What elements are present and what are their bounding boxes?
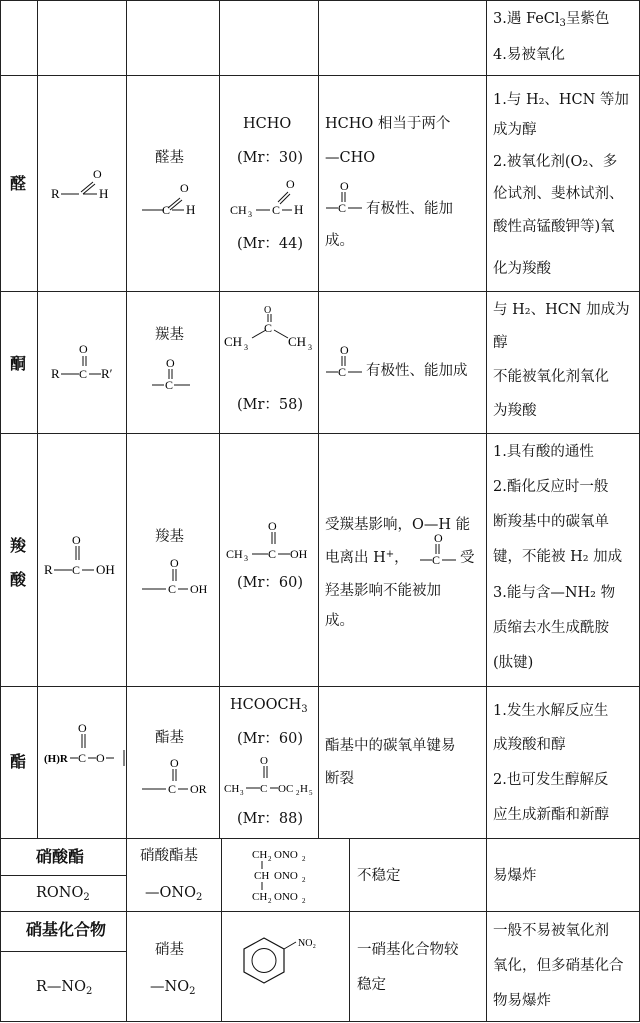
ester-example-mr2: (Mr：88) bbox=[237, 811, 304, 827]
aldehyde-prop-1: 1.与 H₂、HCN 等加 bbox=[493, 92, 629, 108]
nitrate-group-name: 硝酸酯基 bbox=[140, 848, 198, 864]
svg-text:O: O bbox=[170, 556, 179, 570]
svg-text:ONO: ONO bbox=[274, 870, 298, 882]
acid-prop-2: 2.酯化反应时一般 bbox=[493, 479, 609, 495]
acid-structure-line4: 成。 bbox=[325, 613, 354, 629]
svg-text:C: C bbox=[79, 367, 88, 381]
nitrate-class: 硝酸酯 bbox=[36, 847, 85, 866]
svg-text:R: R bbox=[51, 366, 60, 381]
aldehyde-prop-6: 化为羧酸 bbox=[493, 261, 551, 277]
aldehyde-structure-line2: —CHO bbox=[325, 150, 376, 166]
nitro-prop-2: 氧化，但多硝基化合 bbox=[493, 958, 624, 974]
aldehyde-group-structure bbox=[140, 172, 210, 222]
ester-general-structure bbox=[40, 720, 126, 770]
acid-carbonyl-structure bbox=[418, 530, 458, 570]
svg-text:C: C bbox=[162, 203, 171, 217]
ester-prop-3: 2.也可发生醇解反 bbox=[493, 772, 609, 788]
svg-text:CH: CH bbox=[226, 547, 243, 561]
ketone-prop-4: 为羧酸 bbox=[493, 403, 537, 419]
svg-text:R: R bbox=[51, 186, 60, 201]
svg-text:C: C bbox=[264, 321, 273, 335]
ketone-prop-3: 不能被氧化剂氧化 bbox=[493, 369, 609, 385]
nitro-prop-1: 一般不易被氧化剂 bbox=[493, 923, 609, 939]
acid-prop-5: 3.能与含—NH₂ 物 bbox=[493, 585, 616, 601]
svg-text:CH: CH bbox=[252, 891, 268, 903]
nitro-formula: $R—NO_2$ bbox=[36, 979, 93, 997]
svg-text:H: H bbox=[300, 783, 308, 795]
svg-text:2: 2 bbox=[268, 897, 272, 905]
svg-text:3: 3 bbox=[240, 789, 244, 797]
ketone-group-structure bbox=[150, 355, 200, 395]
aldehyde-example-mr2: (Mr：44) bbox=[237, 236, 304, 252]
svg-text:H: H bbox=[186, 202, 196, 217]
svg-text:C: C bbox=[72, 563, 81, 577]
svg-text:3: 3 bbox=[244, 343, 248, 352]
ester-group-name: 酯基 bbox=[155, 730, 184, 746]
acetic-acid-structure bbox=[224, 518, 318, 568]
nitro-structure-line2: 稳定 bbox=[357, 977, 386, 993]
svg-text:2: 2 bbox=[302, 897, 306, 905]
svg-text:O: O bbox=[340, 179, 349, 193]
acid-group-name: 羧基 bbox=[155, 529, 184, 545]
ketone-class: 酮 bbox=[10, 354, 27, 373]
svg-text:O: O bbox=[340, 343, 349, 357]
svg-text:O: O bbox=[96, 751, 105, 765]
svg-text:C: C bbox=[78, 751, 87, 765]
row0-prop-fecl3: 3.遇 FeCl$_3$呈紫色 bbox=[493, 11, 610, 29]
acid-prop-4: 键，不能被 H₂ 加成 bbox=[493, 549, 623, 565]
svg-text:O: O bbox=[260, 755, 268, 767]
acid-general-structure bbox=[40, 530, 125, 580]
svg-text:ONO: ONO bbox=[274, 891, 298, 903]
nitro-group-formula: $—NO_2$ bbox=[150, 979, 196, 997]
ester-group-structure bbox=[140, 755, 215, 800]
row0-prop-oxidize: 4.易被氧化 bbox=[493, 47, 565, 63]
nitrate-props: 易爆炸 bbox=[493, 868, 537, 884]
nitrate-formula: $RONO_2$ bbox=[36, 885, 90, 903]
aldehyde-class: 醛 bbox=[10, 174, 27, 193]
ketone-group-name: 羰基 bbox=[155, 327, 184, 343]
acetone-structure bbox=[222, 306, 318, 356]
svg-text:O: O bbox=[79, 342, 88, 356]
svg-text:OH: OH bbox=[96, 562, 115, 577]
acid-prop-3: 断羧基中的碳氧单 bbox=[493, 514, 609, 530]
svg-text:CH: CH bbox=[254, 870, 270, 882]
svg-text:O: O bbox=[434, 531, 443, 545]
svg-text:OR: OR bbox=[190, 782, 207, 796]
acid-prop-6: 质缩去水生成酰胺 bbox=[493, 620, 609, 636]
svg-text:5: 5 bbox=[309, 789, 313, 797]
acid-group-structure bbox=[140, 555, 215, 600]
svg-text:NO₂: NO₂ bbox=[298, 938, 316, 949]
acid-structure-line1: 受羰基影响，O—H 能 bbox=[325, 517, 471, 533]
svg-text:ONO: ONO bbox=[274, 849, 298, 861]
ester-class: 酯 bbox=[10, 752, 27, 771]
svg-text:OH: OH bbox=[290, 547, 308, 561]
svg-text:C: C bbox=[260, 783, 268, 795]
svg-text:R: R bbox=[44, 562, 53, 577]
svg-text:C: C bbox=[165, 378, 174, 392]
svg-text:CH: CH bbox=[252, 849, 268, 861]
acetaldehyde-structure bbox=[226, 172, 316, 222]
svg-text:CH: CH bbox=[288, 334, 307, 349]
nitrate-structure: 不稳定 bbox=[357, 868, 401, 884]
svg-text:O: O bbox=[286, 177, 295, 191]
acid-structure-line2b: 受 bbox=[460, 550, 475, 566]
ketone-prop-1: 与 H₂、HCN 加成为 bbox=[493, 302, 630, 318]
ester-structure-line2: 断裂 bbox=[325, 771, 354, 787]
acid-class-1: 羧 bbox=[10, 536, 27, 555]
svg-text:O: O bbox=[264, 306, 272, 316]
ester-example-mr1: (Mr：60) bbox=[237, 731, 304, 747]
acid-example-mr: (Mr：60) bbox=[237, 575, 304, 591]
svg-text:O: O bbox=[268, 519, 277, 533]
aldehyde-example-formaldehyde: HCHO bbox=[243, 116, 292, 132]
aldehyde-prop-2: 成为醇 bbox=[493, 122, 537, 138]
svg-text:O: O bbox=[170, 756, 179, 770]
svg-text:O: O bbox=[180, 181, 189, 195]
nitro-class: 硝基化合物 bbox=[26, 920, 107, 939]
aldehyde-prop-3: 2.被氧化剂(O₂、多 bbox=[493, 154, 618, 170]
svg-text:CH: CH bbox=[224, 334, 243, 349]
nitrobenzene-structure bbox=[240, 932, 340, 992]
ketone-carbonyl-structure bbox=[324, 342, 364, 382]
svg-text:3: 3 bbox=[248, 210, 252, 219]
svg-text:(H)R: (H)R bbox=[44, 753, 68, 765]
svg-text:O: O bbox=[93, 167, 102, 181]
svg-text:C: C bbox=[268, 547, 277, 561]
ester-prop-4: 应生成新酯和新醇 bbox=[493, 807, 609, 823]
aldehyde-structure-line4: 成。 bbox=[325, 233, 354, 249]
svg-text:O: O bbox=[72, 533, 81, 547]
svg-text:C: C bbox=[432, 553, 441, 567]
aldehyde-structure-line1: HCHO 相当于两个 bbox=[325, 116, 451, 132]
aldehyde-structure-line3: 有极性、能加 bbox=[366, 201, 453, 217]
svg-text:C: C bbox=[338, 201, 347, 215]
ethyl-acetate-structure bbox=[222, 752, 318, 802]
carbonyl-structure bbox=[324, 178, 364, 218]
ketone-prop-2: 醇 bbox=[493, 335, 508, 351]
ester-structure-line1: 酯基中的碳氧单键易 bbox=[325, 738, 456, 754]
nitro-prop-3: 物易爆炸 bbox=[493, 993, 551, 1009]
ester-example-formate: $HCOOCH_3$ bbox=[230, 697, 308, 715]
svg-text:O: O bbox=[78, 721, 87, 735]
svg-text:3: 3 bbox=[244, 554, 248, 563]
svg-text:C: C bbox=[272, 203, 281, 217]
ketone-general-structure bbox=[45, 340, 125, 385]
ester-prop-2: 成羧酸和醇 bbox=[493, 737, 566, 753]
aldehyde-group-name: 醛基 bbox=[155, 150, 184, 166]
svg-text:CH: CH bbox=[224, 783, 240, 795]
svg-text:H: H bbox=[294, 202, 304, 217]
acid-prop-1: 1.具有酸的通性 bbox=[493, 444, 594, 460]
svg-text:R′: R′ bbox=[101, 366, 113, 381]
nitro-structure-line1: 一硝基化合物较 bbox=[357, 942, 459, 958]
acid-structure-line3: 羟基影响不能被加 bbox=[325, 583, 441, 599]
svg-text:OH: OH bbox=[190, 582, 208, 596]
aldehyde-general-structure bbox=[45, 160, 120, 205]
acid-class-2: 酸 bbox=[10, 570, 27, 589]
nitro-group-name: 硝基 bbox=[155, 942, 184, 958]
nitroglycerin-structure bbox=[248, 842, 338, 908]
acid-structure-line2a: 电离出 H+， bbox=[325, 549, 409, 566]
svg-text:CH: CH bbox=[230, 203, 247, 217]
aldehyde-prop-5: 酸性高锰酸钾等)氧 bbox=[493, 219, 615, 235]
svg-text:2: 2 bbox=[268, 855, 272, 863]
aldehyde-example-mr1: (Mr：30) bbox=[237, 150, 304, 166]
svg-text:C: C bbox=[168, 782, 177, 796]
ester-prop-1: 1.发生水解反应生 bbox=[493, 703, 609, 719]
ketone-structure-text: 有极性、能加成 bbox=[366, 363, 468, 379]
svg-text:3: 3 bbox=[308, 343, 312, 352]
svg-text:2: 2 bbox=[302, 855, 306, 863]
svg-text:C: C bbox=[168, 582, 177, 596]
svg-text:O: O bbox=[166, 356, 175, 370]
acid-prop-7: (肽键) bbox=[493, 655, 534, 671]
svg-text:H: H bbox=[99, 186, 109, 201]
svg-text:2: 2 bbox=[302, 876, 306, 884]
svg-text:C: C bbox=[338, 365, 347, 379]
ketone-example-mr: (Mr：58) bbox=[237, 397, 304, 413]
svg-text:2: 2 bbox=[296, 789, 300, 797]
aldehyde-prop-4: 伦试剂、斐林试剂、 bbox=[493, 186, 624, 202]
svg-text:OC: OC bbox=[278, 783, 294, 795]
nitrate-group-formula: $—ONO_2$ bbox=[145, 885, 203, 903]
